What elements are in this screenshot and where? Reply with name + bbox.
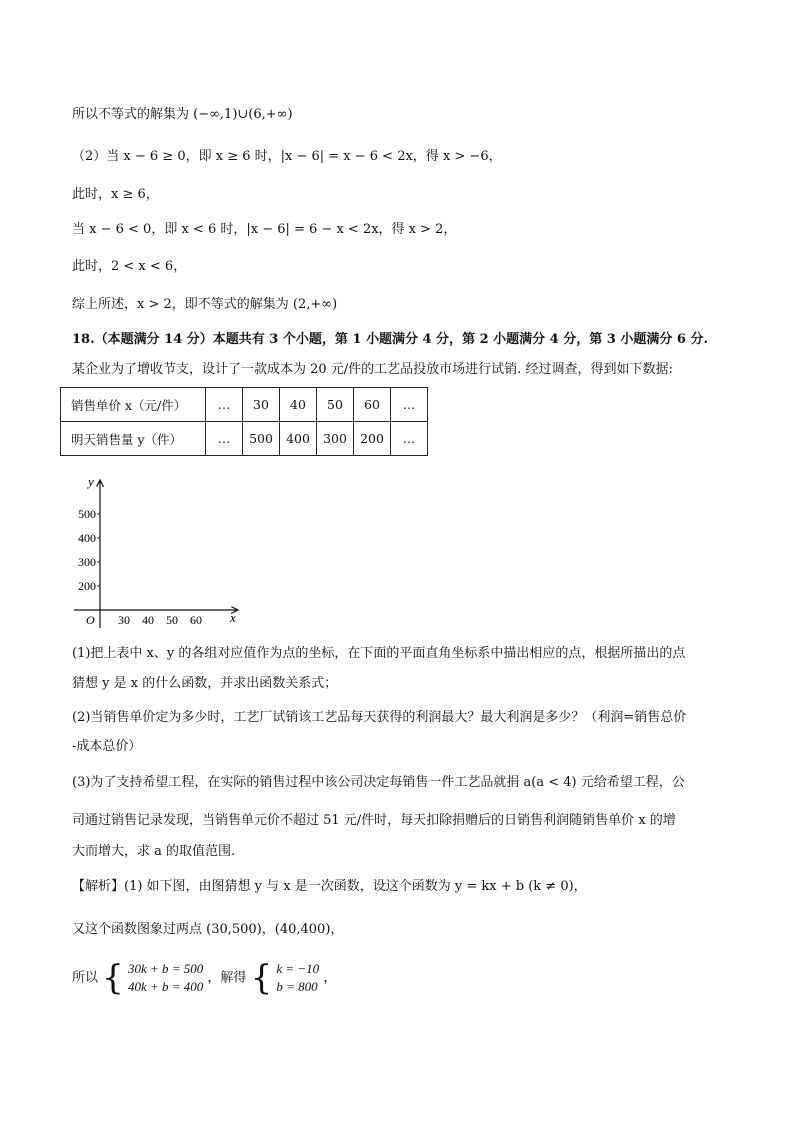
part1-line: (1)把上表中 x、y 的各组对应值作为点的坐标，在下面的平面直角坐标系中描出相应的点，根据所描出的点 (72, 646, 686, 661)
solution-suffix: ， (323, 970, 337, 986)
table-cell: 200 (354, 422, 391, 456)
table-cell: … (391, 422, 428, 456)
table-cell: … (206, 388, 243, 422)
left-brace: { (250, 958, 273, 998)
x-tick-label: 30 (118, 613, 130, 627)
x-tick-label: 60 (190, 613, 202, 627)
part3-line: (3)为了支持希望工程，在实际的销售过程中该公司决定每销售一件工艺品就捐 a(a < 4) 元给希望工程，公 (72, 775, 685, 790)
y-axis-label: y (88, 474, 94, 489)
table-cell: 60 (354, 388, 391, 422)
text-line: （2）当 x − 6 ≥ 0，即 x ≥ 6 时，|x − 6| = x − 6 < 2x，得 x > −6， (72, 149, 502, 164)
solution-system (276, 960, 319, 996)
table-row-label: 销售单价 x（元/件） (61, 388, 206, 422)
table-row (61, 422, 428, 456)
y-tick-labels (78, 507, 100, 593)
text-line: 此时，x ≥ 6， (72, 187, 159, 202)
table-cell: … (391, 388, 428, 422)
x-tick-labels (118, 613, 202, 627)
equation: 40k + b = 400 (127, 979, 204, 994)
table-cell: … (206, 422, 243, 456)
text-line: 所以不等式的解集为 (−∞,1)∪(6,+∞) (72, 107, 293, 122)
left-brace: { (102, 958, 124, 998)
table-cell: 30 (243, 388, 280, 422)
x-tick-label: 50 (166, 613, 178, 627)
text-line: 综上所述，x > 2，即不等式的解集为 (2,+∞) (72, 297, 338, 312)
part1-line: 猜想 y 是 x 的什么函数，并求出函数关系式； (72, 676, 338, 691)
origin-label: O (86, 613, 95, 627)
y-tick-label: 300 (78, 555, 96, 569)
equation: b = 800 (276, 979, 318, 994)
question-header: 18.（本题满分 14 分）本题共有 3 个小题，第 1 小题满分 4 分，第 2 小题满分 4 分，第 3 小题满分 6 分. (72, 332, 708, 347)
y-tick-label: 500 (78, 507, 96, 521)
table-row (61, 388, 428, 422)
table-row-label: 明天销售量 y（件） (61, 422, 206, 456)
equation-system (128, 960, 203, 996)
coordinate-chart (70, 472, 250, 632)
x-tick-label: 40 (142, 613, 154, 627)
part2-line: (2)当销售单价定为多少时，工艺厂试销该工艺品每天获得的利润最大？最大利润是多少？（利润=销售总价 (72, 710, 687, 725)
question-intro: 某企业为了增收节支，设计了一款成本为 20 元/件的工艺品投放市场进行试销. 经过调查，得到如下数据: (72, 362, 673, 377)
table-cell: 500 (243, 422, 280, 456)
part3-line: 大而增大，求 a 的取值范围. (72, 844, 236, 859)
y-tick-label: 400 (78, 531, 96, 545)
x-axis-label: x (230, 610, 236, 625)
solution-line: 又这个函数图象过两点 (30,500)，(40,400)， (72, 922, 344, 937)
equation: k = −10 (276, 961, 320, 976)
table-cell: 300 (317, 422, 354, 456)
part2-line: -成本总价） (72, 739, 142, 754)
solution-middle: ，解得 (207, 970, 247, 986)
solution-line: 【解析】(1) 如下图，由图猜想 y 与 x 是一次函数，设这个函数为 y = kx + b (k ≠ 0)， (72, 879, 587, 894)
data-table (60, 387, 428, 456)
text-line: 此时，2 < x < 6， (72, 259, 187, 274)
part3-line: 司通过销售记录发现，当销售单元价不超过 51 元/件时，每天扣除捐赠后的日销售利润随销售单价 x 的增 (72, 813, 676, 828)
table-cell: 40 (280, 388, 317, 422)
solution-prefix: 所以 (72, 970, 99, 986)
table-cell: 400 (280, 422, 317, 456)
equation-system-line (72, 960, 336, 996)
table-cell: 50 (317, 388, 354, 422)
y-tick-label: 200 (78, 579, 96, 593)
equation: 30k + b = 500 (127, 961, 204, 976)
text-line: 当 x − 6 < 0，即 x < 6 时，|x − 6| = 6 − x < 2x，得 x > 2， (72, 222, 457, 237)
